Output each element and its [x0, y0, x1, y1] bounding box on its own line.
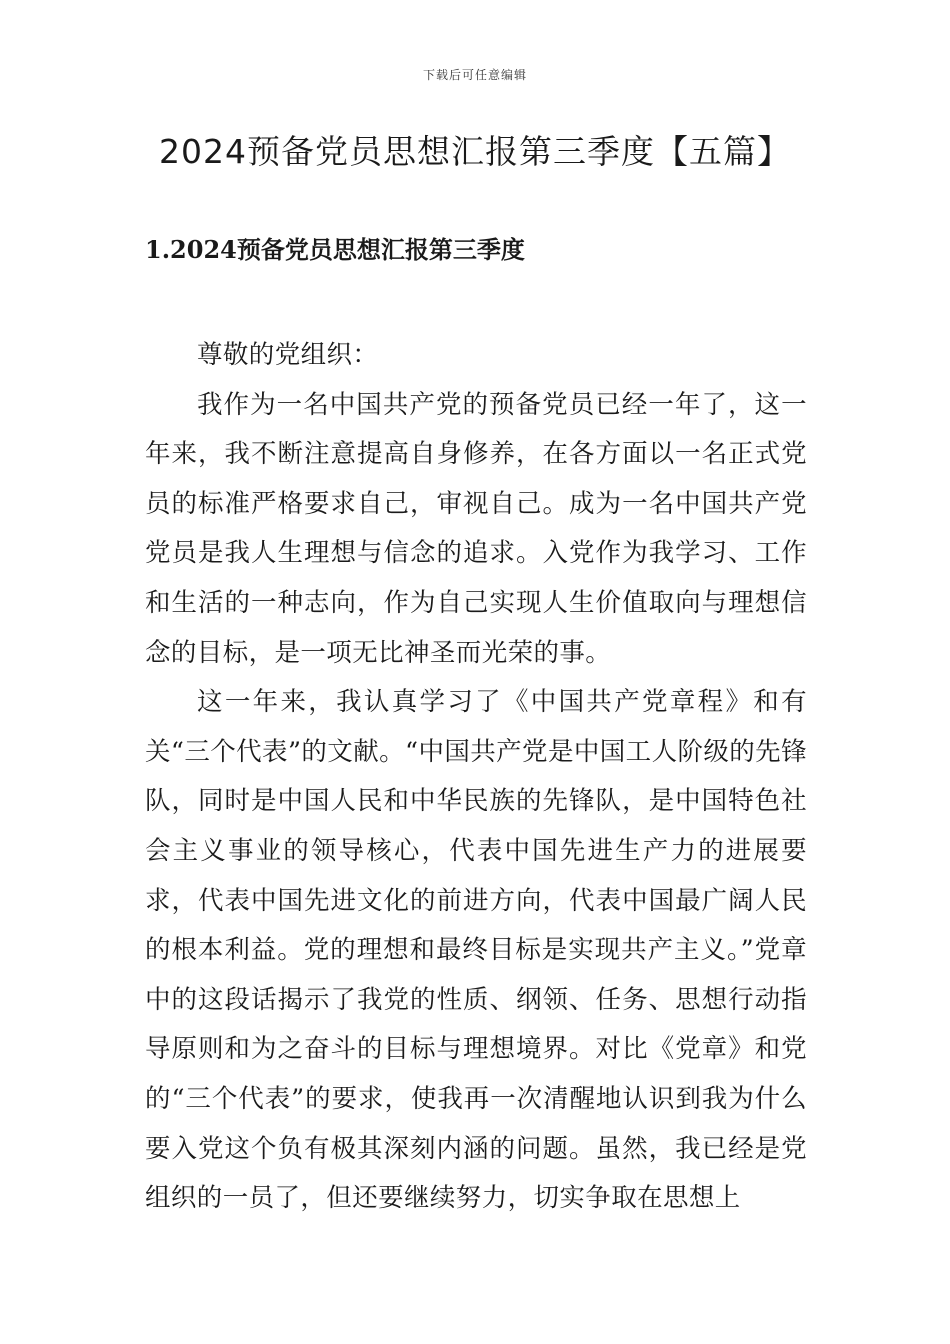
section-heading: 1.2024预备党员思想汇报第三季度 [145, 235, 525, 264]
document-body [145, 331, 807, 1224]
document-title: 2024预备党员思想汇报第三季度【五篇】 [159, 132, 791, 171]
salutation: 尊敬的党组织： [197, 340, 379, 370]
header-note: 下载后可任意编辑 [422, 68, 527, 82]
paragraph: 我作为一名中国共产党的预备党员已经一年了，这一年来，我不断注意提高自身修养，在各方面以一名正式党员的标准严格要求自己，审视自己。成为一名中国共产党党员是我人生理想与信念的追求。入党作为我学习、工作和生活的一种志向，作为自己实现人生价值取向与理想信念的目标，是一项无比神圣而光荣的事。 [145, 389, 807, 668]
paragraph: 这一年来，我认真学习了《中国共产党章程》和有关“三个代表”的文献。“中国共产党是中国工人阶级的先锋队，同时是中国人民和中华民族的先锋队，是中国特色社会主义事业的领导核心，代表中国先进生产力的进展要求，代表中国先进文化的前进方向，代表中国最广阔人民的根本利益。党的理想和最终目标是实现共产主义。”党章中的这段话揭示了我党的性质、纲领、任务、思想行动指导原则和为之奋斗的目标与理想境界。对比《党章》和党的“三个代表”的要求，使我再一次清醒地认识到我为什么要入党这个负有极其深刻内涵的问题。虽然，我已经是党组织的一员了，但还要继续努力，切实争取在思想上 [145, 687, 807, 1214]
